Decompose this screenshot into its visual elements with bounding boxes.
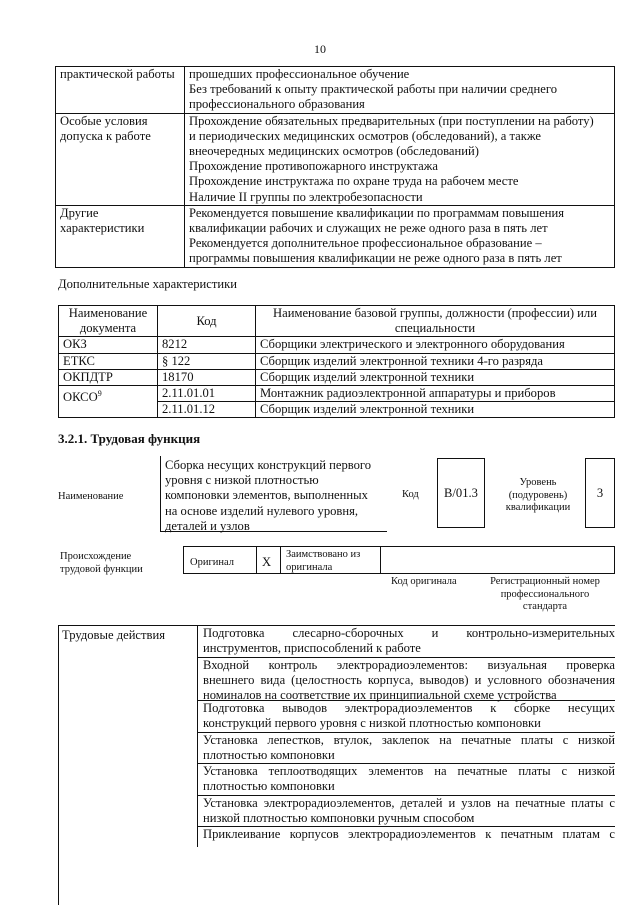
row-value bbox=[185, 113, 615, 205]
label-line: Другие bbox=[60, 205, 99, 220]
name-cell: Сборщики электрического и электронного оборудования bbox=[256, 337, 615, 353]
value-line: Прохождение обязательных предварительных (при поступлении на работу) bbox=[189, 113, 594, 128]
code-original-label: Код оригинала bbox=[391, 576, 457, 587]
action-line: Установка электрорадиоэлементов, деталей и узлов на печатные платы с bbox=[203, 796, 615, 810]
reg-label-line: Регистрационный номер bbox=[490, 576, 600, 587]
header-name: Наименование базовой группы, должности (профессии) или специальности bbox=[256, 306, 615, 337]
divider bbox=[58, 625, 59, 905]
name-cell: Сборщик изделий электронной техники 4-го разряда bbox=[256, 353, 615, 369]
original-mark: X bbox=[262, 555, 272, 569]
header-doc: Наименование документа bbox=[59, 306, 158, 337]
action-line: Подготовка выводов электрорадиоэлементов к сборке несущих bbox=[203, 701, 615, 715]
label-line: характеристики bbox=[60, 221, 145, 236]
label-line: практической работы bbox=[60, 67, 175, 81]
name-cell: Монтажник радиоэлектронной аппаратуры и приборов bbox=[256, 386, 615, 402]
list-item bbox=[197, 796, 615, 827]
qualification-table bbox=[55, 66, 615, 268]
value-line: Рекомендуется повышение квалификации по программам повышения bbox=[189, 205, 565, 220]
value-line: и периодических медицинских осмотров (обследований), а также bbox=[189, 128, 541, 143]
borrowed-label-line: оригинала bbox=[286, 561, 333, 573]
action-line: Приклеивание корпусов электрорадиоэлементов к печатным платам с bbox=[203, 827, 615, 841]
code-cell: 2.11.01.01 bbox=[158, 386, 256, 402]
reg-label-line: профессионального bbox=[500, 588, 590, 600]
doc-cell: ОКЗ bbox=[59, 337, 158, 353]
name-label: Наименование bbox=[58, 491, 124, 502]
table-row bbox=[56, 113, 615, 205]
value-line: прошедших профессиональное обучение bbox=[189, 67, 410, 81]
function-name-line: Сборка несущих конструкций первого bbox=[165, 458, 372, 472]
action-line: инструментов, приспособлений к работе bbox=[203, 641, 421, 656]
function-name-line: деталей и узлов bbox=[165, 518, 250, 533]
table-row bbox=[56, 67, 615, 114]
value-line: Без требований к опыту практической работы при наличии среднего bbox=[189, 82, 558, 97]
list-item bbox=[197, 658, 615, 701]
level-label-line: квалификации bbox=[505, 502, 571, 513]
action-line: конструкций первого уровня с низкой плотностью компоновки bbox=[203, 716, 541, 731]
list-item bbox=[197, 701, 615, 733]
code-cell: § 122 bbox=[158, 353, 256, 369]
reg-label-line: стандарта bbox=[522, 601, 568, 612]
action-line: плотностью компоновки bbox=[203, 779, 335, 794]
value-line: программы повышения квалификации не реже одного раза в пять лет bbox=[189, 251, 562, 266]
row-label bbox=[56, 205, 185, 267]
table-row bbox=[59, 337, 615, 353]
action-line: внешнего вида (целостность корпуса, выводов) и условного обозначения bbox=[203, 673, 615, 688]
value-line: профессионального образования bbox=[189, 97, 365, 112]
name-cell: Сборщик изделий электронной техники bbox=[256, 369, 615, 385]
function-name-line: на основе изделий нулевого уровня, bbox=[165, 503, 359, 518]
code-value: B/01.3 bbox=[437, 458, 485, 528]
origin-label-line: трудовой функции bbox=[60, 563, 143, 575]
value-line: квалификации рабочих и служащих не реже одного раза в пять лет bbox=[189, 221, 548, 236]
footnote-mark: 9 bbox=[97, 389, 102, 399]
function-name-line: компоновки элементов, выполненных bbox=[165, 488, 368, 503]
section-heading: 3.2.1. Трудовая функция bbox=[58, 431, 201, 446]
borrowed-label-line: Заимствовано из bbox=[286, 549, 361, 560]
label-line: допуска к работе bbox=[60, 128, 151, 143]
list-item bbox=[197, 626, 615, 658]
row-value bbox=[185, 205, 615, 267]
origin-label-line: Происхождение bbox=[60, 551, 132, 562]
value-line: Прохождение противопожарного инструктажа bbox=[189, 159, 438, 174]
label-line: Особые условия bbox=[60, 113, 148, 128]
value-line: Наличие II группы по электробезопасности bbox=[189, 189, 423, 204]
doc-text: ОКСО bbox=[63, 390, 98, 405]
action-line: Установка теплоотводящих элементов на печатные платы с низкой bbox=[203, 764, 615, 778]
table-row bbox=[56, 205, 615, 267]
value-line: внеочередных медицинских осмотров (обследований) bbox=[189, 144, 479, 159]
row-label bbox=[56, 113, 185, 205]
doc-cell bbox=[59, 386, 158, 418]
table-row bbox=[59, 353, 615, 369]
code-cell: 8212 bbox=[158, 337, 256, 353]
doc-cell: ЕТКС bbox=[59, 353, 158, 369]
action-line: номиналов на соответствие их принципиальной схеме устройства bbox=[203, 688, 557, 703]
action-line: Входной контроль электрорадиоэлементов: визуальная проверка bbox=[203, 658, 615, 672]
divider bbox=[280, 546, 281, 574]
list-item bbox=[197, 733, 615, 764]
level-label-line: Уровень bbox=[519, 477, 557, 488]
function-name-box bbox=[160, 456, 387, 532]
doc-cell: ОКПДТР bbox=[59, 369, 158, 385]
code-cell: 18170 bbox=[158, 369, 256, 385]
labor-actions-label: Трудовые действия bbox=[62, 628, 166, 642]
level-label bbox=[497, 477, 579, 515]
page-number: 10 bbox=[314, 42, 326, 56]
table-row bbox=[59, 386, 615, 402]
level-label-line: (подуровень) bbox=[508, 489, 568, 501]
reg-number-label bbox=[480, 576, 610, 614]
header-code: Код bbox=[158, 306, 256, 337]
action-line: низкой плотностью компоновки ручным способом bbox=[203, 811, 475, 826]
action-line: Установка лепестков, втулок, заклепок на печатные платы с низкой bbox=[203, 733, 615, 747]
row-value bbox=[185, 67, 615, 114]
value-line: Прохождение инструктажа по охране труда на рабочем месте bbox=[189, 174, 519, 189]
borrowed-label bbox=[286, 549, 360, 574]
value-line: Рекомендуется дополнительное профессиональное образование – bbox=[189, 236, 542, 251]
divider bbox=[256, 546, 257, 574]
code-cell: 2.11.01.12 bbox=[158, 402, 256, 418]
additional-title: Дополнительные характеристики bbox=[58, 277, 237, 291]
list-item bbox=[197, 827, 615, 847]
list-item bbox=[197, 764, 615, 796]
divider bbox=[380, 546, 381, 574]
table-row bbox=[59, 369, 615, 385]
function-name-line: уровня с низкой плотностью bbox=[165, 473, 319, 488]
additional-table bbox=[58, 305, 615, 418]
row-label bbox=[56, 67, 185, 114]
table-header-row bbox=[59, 306, 615, 337]
level-value: 3 bbox=[585, 458, 615, 528]
code-label: Код bbox=[402, 489, 419, 500]
origin-label bbox=[60, 551, 143, 576]
name-cell: Сборщик изделий электронной техники bbox=[256, 402, 615, 418]
origin-box bbox=[183, 546, 615, 574]
original-label: Оригинал bbox=[190, 557, 234, 568]
action-line: Подготовка слесарно-сборочных и контрольно-измерительных bbox=[203, 626, 615, 640]
action-line: плотностью компоновки bbox=[203, 748, 335, 763]
